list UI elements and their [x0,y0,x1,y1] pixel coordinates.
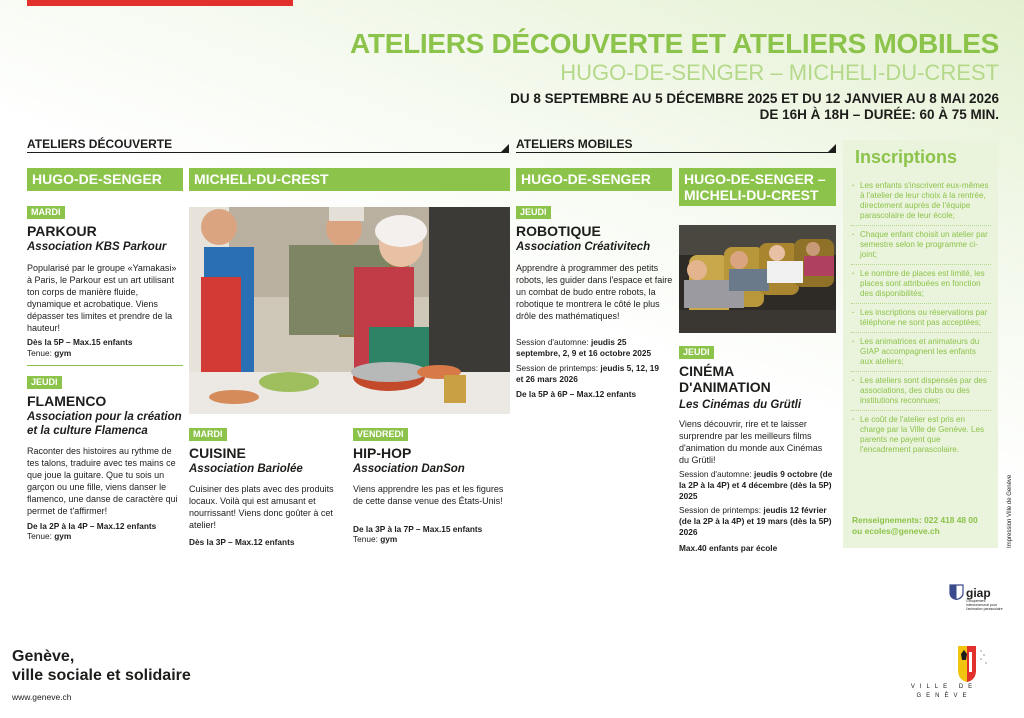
association-name: Association Créativitech [516,241,651,253]
association-name: Association KBS Parkour [27,241,167,253]
association-name: Association DanSon [353,463,465,475]
slogan-line: ville sociale et solidaire [12,667,191,684]
dates-line: DU 8 SEPTEMBRE AU 5 DÉCEMBRE 2025 ET DU 12 JANVIER AU 8 MAI 2026 [510,91,999,106]
school-bar-both [679,168,836,206]
hours-line: DE 16H À 18H – DURÉE: 60 À 75 MIN. [759,107,999,122]
top-red-bar [27,0,293,6]
atelier-title-cuisine: CUISINE [189,445,246,461]
inscriptions-list [851,181,991,463]
inscriptions-item: · Chaque enfant choisit un atelier par semestre selon le programme ci-joint; [851,230,991,265]
session-dates: jeudis 12 février (de la 2P à la 4P) et 19 mars (dès la 5P) 2026 [679,505,832,537]
inscriptions-item: · Le nombre de places est limité, les places sont attribuées en fonction des disponibilités; [851,269,991,304]
ville-de-geneve-wordmark [909,683,979,701]
atelier-title-hiphop: HIP-HOP [353,445,412,461]
atelier-levels: De la 5P à 6P – Max.12 enfants [516,389,637,399]
atelier-title-cinema [679,363,771,395]
day-tag: VENDREDI [353,428,408,441]
cooking-photo-illustration [189,207,510,414]
day-tag: JEUDI [679,346,714,359]
session-autumn [516,337,666,359]
tenue-label: Tenue: [27,531,52,541]
atelier-title-parkour: PARKOUR [27,223,97,239]
day-tag: MARDI [27,206,65,219]
section-rule [27,152,509,153]
renseignements-line [852,515,978,526]
atelier-levels: De la 2P à la 4P – Max.12 enfants [27,521,157,531]
inscriptions-item: · Les enfants s'inscrivent eux-mêmes à l'atelier de leur choix à la rentrée, directement auprès de l'équipe parascolaire de leur école; [851,181,991,226]
inscriptions-title: Inscriptions [855,147,958,167]
inscriptions-item: · Les animatrices et animateurs du GIAP accompagnent les enfants aux ateliers; [851,337,991,372]
association-name [27,410,187,438]
association-line: Association pour la création [27,411,182,423]
atelier-title-line: D'ANIMATION [679,379,771,395]
atelier-title-line: CINÉMA [679,363,735,379]
page-subtitle: HUGO-DE-SENGER – MICHELI-DU-CREST [560,60,999,85]
impression-credit: Impression Ville de Genève [1007,474,1013,548]
association-name: Association Bariolée [189,463,303,475]
session-dates: jeudis 9 octobre (de la 2P à la 4P) et 4 décembre (dès la 5P) 2025 [679,469,833,501]
atelier-tenue [27,531,71,542]
session-autumn [679,469,833,502]
day-tag: JEUDI [516,206,551,219]
session-spring [516,363,666,385]
atelier-tenue [27,348,71,359]
session-dates: jeudis 25 septembre, 2, 9 et 16 octobre 2025 [516,337,652,358]
giap-logo-icon [949,584,964,600]
section-rule [516,152,836,153]
wordmark-line: GENÈVE [916,693,972,699]
giap-subtitle: Groupement intercommunal pour l'animation parascolaire [966,599,1003,611]
atelier-description: Apprendre à programmer des petits robots, les guider dans l'espace et faire un combat de budo entre robots, la robotique te montrera le côté le plus drôle des mathématiques! [516,263,673,321]
school-bar-both-line: HUGO-DE-SENGER – [684,171,826,187]
atelier-levels: Dès la 5P – Max.15 enfants [27,337,133,347]
section-heading-mobiles: ATELIERS MOBILES [516,137,633,151]
divider [27,365,183,366]
cooking-photo [189,207,510,414]
session-dates: jeudis 5, 12, 19 et 26 mars 2026 [516,363,659,384]
tenue-value: gym [54,531,72,541]
atelier-description: Cuisiner des plats avec des produits locaux. Voilà qui est amusant et nourrissant! Viens donc goûter à cet atelier! [189,484,334,530]
session-label: Session d'automne: [516,337,589,347]
session-spring [679,505,833,538]
day-tag: JEUDI [27,376,62,389]
page-title: ATELIERS DÉCOUVERTE ET ATELIERS MOBILES [350,28,999,59]
cinema-photo-illustration [679,225,836,333]
section-rule-corner [827,144,836,153]
association-name: Les Cinémas du Grütli [679,399,802,411]
slogan-line: Genève, [12,648,75,665]
geneve-url-link[interactable]: www.geneve.ch [12,692,72,702]
giap-name: giap [966,586,991,600]
cinema-photo [679,225,836,333]
school-bar-both-line: MICHELI-DU-CREST [684,187,819,203]
renseignements-line [852,526,978,537]
email-link[interactable]: ecoles@geneve.ch [864,526,940,536]
school-bar-hugo-mobile: HUGO-DE-SENGER [516,168,672,191]
session-label: Session d'automne: [679,469,752,479]
geneve-slogan [12,647,191,685]
association-line: et la culture Flamenca [27,425,148,437]
school-bar-micheli: MICHELI-DU-CREST [189,168,510,191]
tenue-value: gym [54,348,72,358]
renseignements-label: Renseignements: [852,515,922,525]
ville-de-geneve-crest-icon [906,644,1016,684]
atelier-title-robotique: ROBOTIQUE [516,223,601,239]
school-bar-hugo: HUGO-DE-SENGER [27,168,183,191]
phone-number[interactable]: 022 418 48 00 [924,515,978,525]
atelier-max: Max.40 enfants par école [679,543,778,553]
inscriptions-item: · Les inscriptions ou réservations par téléphone ne sont pas acceptées; [851,308,991,333]
atelier-levels: De la 3P à la 7P – Max.15 enfants [353,524,483,534]
atelier-description: Viens apprendre les pas et les figures de cette danse venue des États-Unis! [353,484,504,506]
atelier-description: Viens découvrir, rire et te laisser surprendre par les meilleurs films d'animation du monde aux Cinémas du Grütli! [679,419,823,465]
tenue-value: gym [380,534,398,544]
tenue-label: Tenue: [27,348,52,358]
renseignements [852,515,978,537]
or-label: ou [852,526,863,536]
inscriptions-item: · Les ateliers sont dispensés par des associations, des clubs ou des institutions reconnues; [851,376,991,411]
wordmark-line: VILLE DE [910,684,978,690]
inscriptions-item: · Le coût de l'atelier est pris en charge par la Ville de Genève. Les parents ne payent que l'encadrement parascolaire. [851,415,991,459]
atelier-description: Raconter des histoires au rythme de tes talons, traduire avec tes mains ce que joue la guitare. Que tu sois un garçon ou une fille, viens danser le flamenco, une danse de caractère qui permet de t'affirmer! [27,446,178,516]
section-rule-corner [500,144,509,153]
tenue-label: Tenue: [353,534,378,544]
atelier-levels: Dès la 3P – Max.12 enfants [189,537,295,547]
session-label: Session de printemps: [516,363,599,373]
dates-block [510,91,999,123]
day-tag: MARDI [189,428,227,441]
atelier-description: Popularisé par le groupe «Yamakasi» à Paris, le Parkour est un art utilisant ton corps de manière fluide, dynamique et acrobatique. Viens dépasser tes limites et prendre de la hauteur! [27,263,177,333]
atelier-tenue [353,534,397,545]
session-label: Session de printemps: [679,505,762,515]
section-heading-decouverte: ATELIERS DÉCOUVERTE [27,137,173,151]
atelier-title-flamenco: FLAMENCO [27,393,107,409]
